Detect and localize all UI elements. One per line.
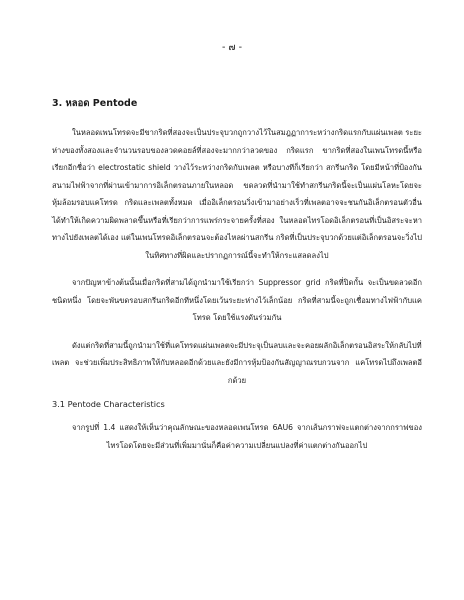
subsection-heading: 3.1 Pentode Characteristics <box>52 399 165 409</box>
document-body <box>52 96 422 464</box>
paragraph-suppressor-grid: จากปัญหาข้างต้นนั้นเมื่อกริดที่สามได้ถูกนำมาใช้เรียกว่า Suppressor grid กริดที่ปิดกั้น จะเป็นขดลวดอีกชนิดหนึ่ง โดยจะพันขดรอบสกรีนกริดอีกทีหนึ่งโดยเว้นระยะห่างไว้เล็กน้อย กริดที่สามนี้จะถูกเชื่อมทางไฟฟ้ากับแคโทรด โดยใช้แรงดันร่วมกัน <box>52 278 422 322</box>
paragraph-third-grid: ดังแต่กริดที่สามนี้ถูกนำมาใช้ที่แคโทรดแผ่นเพลตจะมีประจุเป็นลบและจะคอยผลักอิเล็กตรอนอิสระให้กลับไปที่เพลต จะช่วยเพิ่มประสิทธิภาพให้กับหลอดอีกด้วยและยังมีการหุ้มป้องกันสัญญาณรบกวนจาก แคโทรดไปถึงเพลตอีกด้วย <box>52 340 422 385</box>
paragraph-characteristics: จากรูปที่ 1.4 แสดงให้เห็นว่าคุณลักษณะของหลอดเพนโทรด 6AU6 จากเส้นกราฟจะแตกต่างจากกราฟของไทรโอดโดยจะมีส่วนที่เพิ่มมานั่นก็คือค่าความเปลี่ยนแปลงที่ค่าแตกต่างกันออกไป <box>72 423 422 450</box>
paragraph-pentode-intro: ในหลอดเพนโทรดจะมีขากริดที่สองจะเป็นประจุบวกถูกวางไว้ในสมฎฏาการะหว่างกริดแรกกับแผ่นเพลต ระยะห่างของทั้งสองและจำนวนรอบของลวดคอยล์ที่สองจะมากกว่าลวดของ กริดแรก ขากริดที่สองในเพนโทรดนี้หรือเรียกอีกชื่อว่า electrostatic shield วางไว้ระหว่างกริดกับเพลต หรือบางทีก็เรียกว่า สกรีนกริด โดยมีหน้าที่ป้องกันสนามไฟฟ้าจากที่ผ่านเข้ามาการอิเล็กตรอนภายในหลอด ขดลวดที่นำมาใช้ทำสกรีนกริดนี้จะเป็นแผ่นโลหะโดยจะหุ้มล้อมรอบแคโทรด กริดและเพลตทั้งหมด เมื่ออิเล็กตรอนวิ่งเข้ามาอย่างเร็วที่เพลตอาจจะชนกันอิเล็กตรอนตัวอื่นได้ทำให้เกิดความผิดพลาดขึ้นหรือที่เรียกว่าการแพร่กระจายครั้งที่สอง ในหลอดไทรโอดอิเล็กตรอนที่เป็นอิสระจะหาทางไปยังเพลตได้เอง แต่ในเพนโทรดอิเล็กตรอนจะต้องไหลผ่านสกรีน กริดที่เป็นประจุบวกด้วยแต่อิเล็กตรอนจะวิ่งไปในทิศทางที่ผิดและปรากฏการณ์นี้จะทำให้กระแสลดลงไป <box>52 128 422 260</box>
section-heading: 3. หลอด Pentode <box>52 98 138 109</box>
page-number: - ๗ - <box>221 42 243 53</box>
